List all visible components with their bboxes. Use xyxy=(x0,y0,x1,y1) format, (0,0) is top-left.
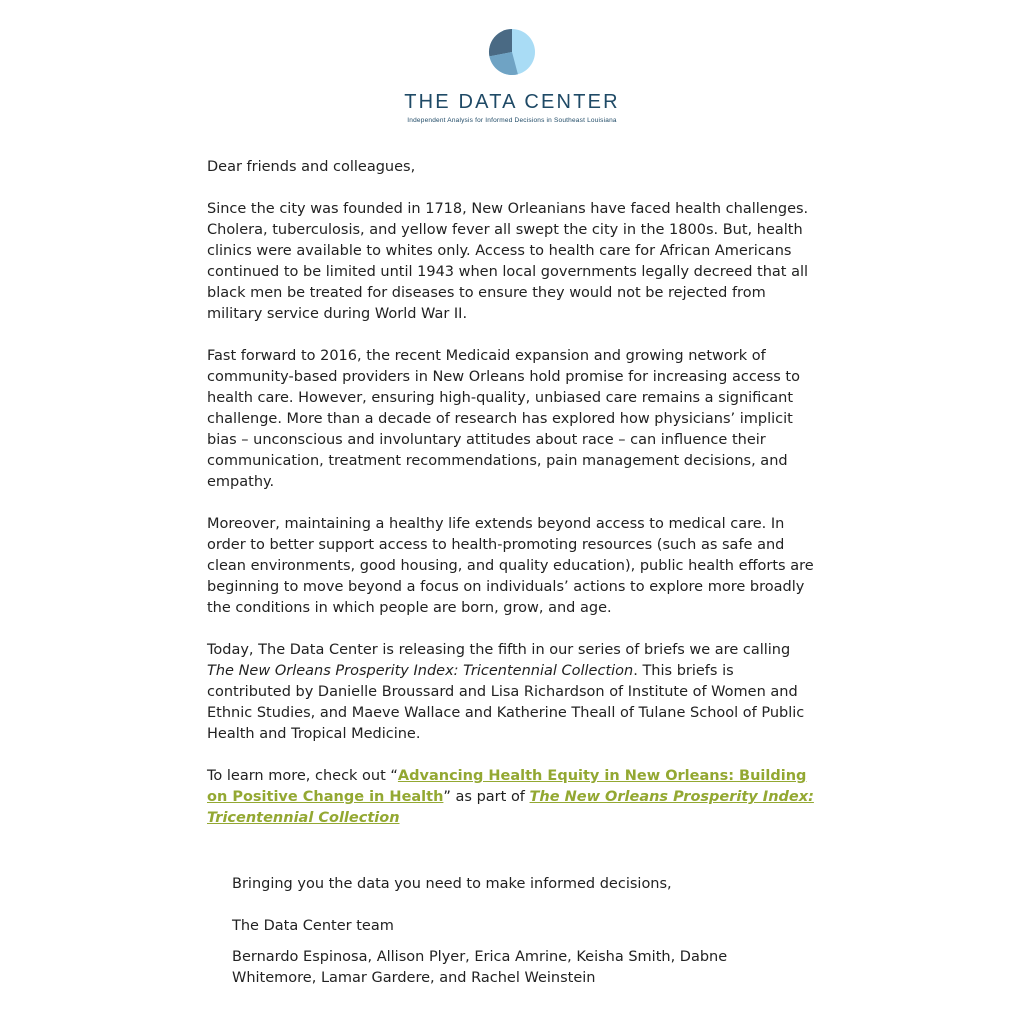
logo-tagline: Independent Analysis for Informed Decisions in Southeast Louisiana xyxy=(407,117,617,124)
data-center-logo[interactable] xyxy=(0,28,1024,125)
paragraph-today xyxy=(207,640,819,745)
paragraph-2016: Fast forward to 2016, the recent Medicaid expansion and growing network of community-based providers in New Orleans hold promise for increasing access to health care. However, ensuring high-quality, unbiased care remains a significant challenge. More than a decade of research has explored how physicians’ implicit bias – unconscious and involuntary attitudes about race – can influence their communication, treatment recommendations, pain management decisions, and empathy. xyxy=(207,348,800,490)
pie-logo-icon xyxy=(488,28,536,76)
today-series-title: The New Orleans Prosperity Index: Tricentennial Collection xyxy=(207,663,634,679)
logo-pie-dark-slice xyxy=(489,29,512,56)
signoff-team: The Data Center team xyxy=(232,918,394,934)
paragraph-history: Since the city was founded in 1718, New Orleanians have faced health challenges. Cholera, tuberculosis, and yellow fever all swept the city in the 1800s. But, health clinics were available to whites only. Access to health care for African Americans continued to be limited until 1943 when local governments legally decreed that all black men be treated for diseases to ensure they would not be rejected from military service during World War II. xyxy=(207,201,809,322)
today-contributors-text: . This briefs is contributed by Danielle Broussard and Lisa Richardson of Institute of Women and Ethnic Studies, and Maeve Wallace and Katherine Theall of Tulane School of Public Health and Tropical Medicine. xyxy=(207,663,805,742)
brief-link[interactable]: Advancing Health Equity in New Orleans: Building on Positive Change in Health xyxy=(207,768,807,805)
learn-more-text: To learn more, check out “ xyxy=(207,768,398,784)
paragraph-moreover: Moreover, maintaining a healthy life extends beyond access to medical care. In order to better support access to health-promoting resources (such as safe and clean environments, good housing, and quality education), public health efforts are beginning to move beyond a focus on individuals’ actions to explore more broadly the conditions in which people are born, grow, and age. xyxy=(207,516,814,616)
signoff-line: Bringing you the data you need to make informed decisions, xyxy=(232,876,672,892)
letter-body xyxy=(207,157,819,850)
signoff-names: Bernardo Espinosa, Allison Plyer, Erica Amrine, Keisha Smith, Dabne Whitemore, Lamar Gardere, and Rachel Weinstein xyxy=(232,949,728,986)
logo-title: THE DATA CENTER xyxy=(404,91,620,113)
greeting: Dear friends and colleagues, xyxy=(207,159,416,175)
learn-more-middle-text: ” as part of xyxy=(443,789,530,805)
series-link-label: The New Orleans Prosperity Index: Tricentennial Collection xyxy=(207,789,814,826)
signoff xyxy=(232,874,792,989)
paragraph-learn-more xyxy=(207,766,819,829)
today-intro-text: Today, The Data Center is releasing the fifth in our series of briefs we are calling xyxy=(207,642,791,658)
